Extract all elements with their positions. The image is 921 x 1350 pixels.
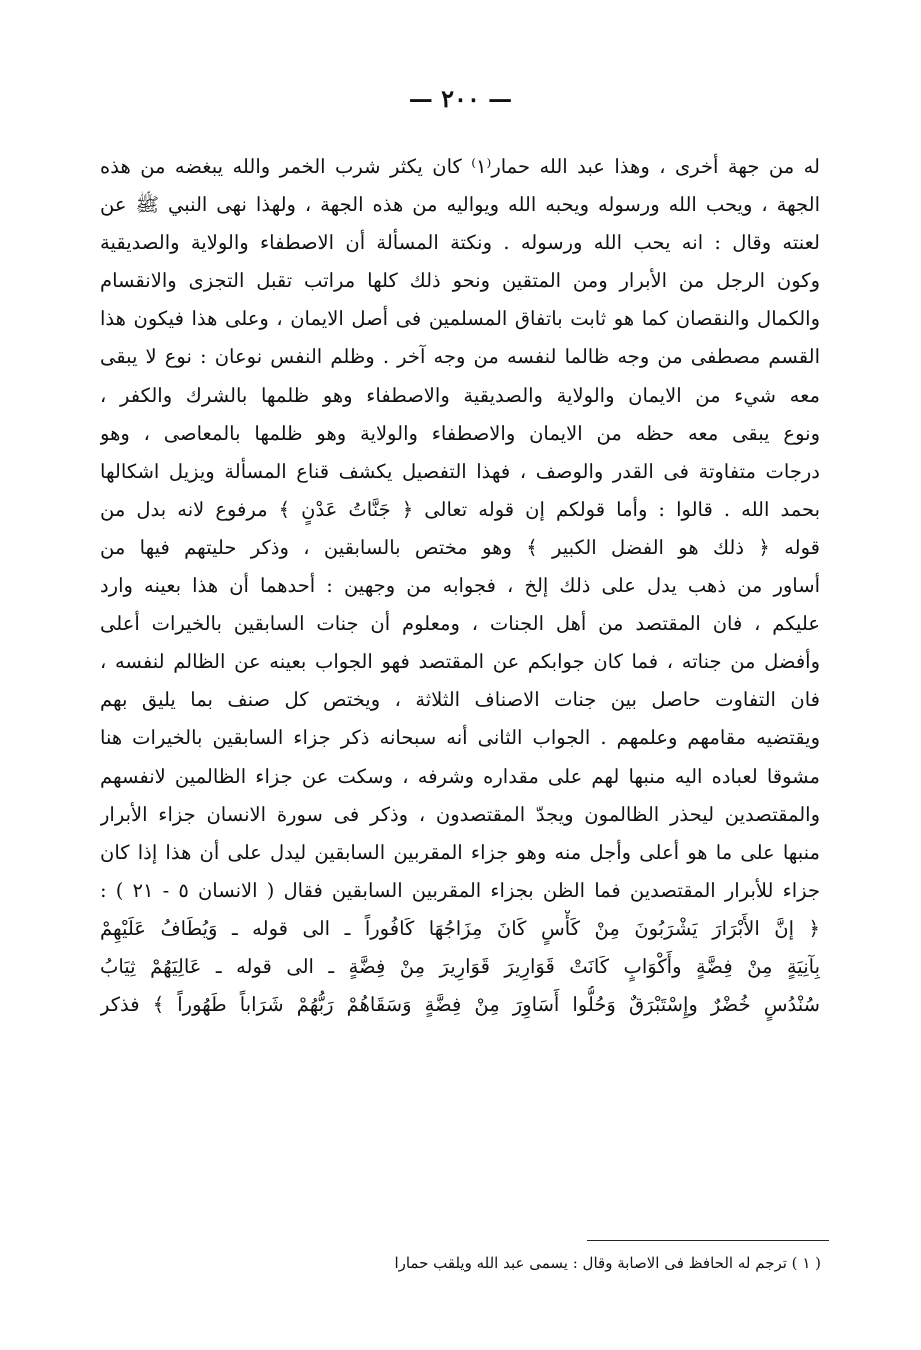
text-line: فان التفاوت حاصل بين جنات الاصناف الثلاثة ، ويختص كل صنف بما يليق بهم: [100, 688, 820, 712]
text-line: الجهة ، ويحب الله ورسوله ويحبه الله ويواليه من هذه الجهة ، ولهذا نهى النبي ﷺ عن: [100, 193, 820, 217]
text-line: مشوقا لعباده اليه منبها لهم على مقداره وشرفه ، وسكت عن جزاء الظالمين لانفسهم: [100, 764, 820, 788]
text-line: درجات متفاوتة فى القدر والوصف ، فهذا التفصيل يكشف قناع المسألة ويزيل اشكالها: [100, 459, 820, 483]
text-line: منبها على ما هو أعلى وأجل منه وهو جزاء المقربين السابقين ليدل على أن هذا إذا كان: [100, 840, 820, 864]
text-line: لعنته وقال : انه يحب الله ورسوله . ونكتة المسألة أن الاصطفاء والولاية والصديقية: [100, 231, 820, 255]
text-line: بحمد الله . قالوا : وأما قولكم إن قوله تعالى ﴿ جَنَّاتُ عَدْنٍ ﴾ مرفوع لانه بدل من: [100, 497, 820, 521]
quran-verse-line: سُنْدُسٍ خُضْرٌ وإِسْتَبْرَقٌ وَحُلُّوا أَسَاوِرَ مِنْ فِضَّةٍ وَسَقَاهُمْ رَبُّهُمْ شَرَاباً طَهُوراً ﴾ فذكر: [100, 993, 820, 1017]
text-line: قوله ﴿ ذلك هو الفضل الكبير ﴾ وهو مختص بالسابقين ، وذكر حليتهم فيها من: [100, 535, 820, 559]
text-line: وأفضل من جناته ، فما كان جوابكم عن المقتصد فهو الجواب بعينه عن الظالم لنفسه ،: [100, 650, 820, 674]
quran-verse-line: بِآنِيَةٍ مِنْ فِضَّةٍ وأَكْوَابٍ كَانَتْ قَوَارِيرَ قَوَارِيرَ مِنْ فِضَّةٍ ـ الى قوله ـ عَالِيَهُمْ ثِيَابُ: [100, 954, 820, 978]
text-line: وكون الرجل من الأبرار ومن المتقين ونحو ذلك كلها مراتب تقبل التجزى والانقسام: [100, 269, 820, 293]
text-line: معه شيء من الايمان والولاية والصديقية والاصطفاء وهو ظلمها بالشرك والكفر ،: [100, 383, 820, 407]
footnote-divider: [587, 1240, 829, 1241]
text-line: القسم مصطفى من وجه ظالما لنفسه من وجه آخر . وظلم النفس نوعان : نوع لا يبقى: [100, 345, 820, 369]
main-text: [100, 148, 820, 1024]
quran-verse-line: ﴿ إنَّ الأَبْرَارَ يَشْرَبُونَ مِنْ كَأْسٍ كَانَ مِزَاجُهَا كَافُوراً ـ الى قوله ـ وَيُطَافُ عَلَيْهِمْ: [100, 916, 820, 940]
text-line: أساور من ذهب يدل على ذلك إلخ ، فجوابه من وجهين : أحدهما أن هذا بعينه وارد: [100, 574, 820, 598]
text-line: جزاء للأبرار المقتصدين فما الظن بجزاء المقربين السابقين فقال ( الانسان ٥ - ٢١ ) :: [100, 878, 820, 902]
footnote: ( ١ ) ترجم له الحافظ فى الاصابة وقال : يسمى عبد الله ويلقب حمارا: [394, 1254, 821, 1272]
text-line: والمقتصدين ليحذر الظالمون ويجدّ المقتصدون ، وذكر فى سورة الانسان جزاء الأبرار: [100, 802, 820, 826]
text-line: له من جهة أخرى ، وهذا عبد الله حمار⁽١⁾ كان يكثر شرب الخمر والله يبغضه من هذه: [100, 155, 820, 178]
text-line: ونوع يبقى معه حظه من الايمان والاصطفاء والولاية وهو ظلمها بالمعاصى ، وهو: [100, 421, 820, 445]
page-number: — ٢٠٠ —: [408, 84, 513, 113]
text-line: ويقتضيه مقامهم وعلمهم . الجواب الثانى أنه سبحانه ذكر جزاء السابقين بالخيرات هنا: [100, 726, 820, 750]
text-line: والكمال والنقصان كما هو ثابت باتفاق المسلمين فى أصل الايمان ، وعلى هذا فيكون هذا: [100, 307, 820, 331]
text-line: عليكم ، فان المقتصد من أهل الجنات ، ومعلوم أن جنات السابقين بالخيرات أعلى: [100, 612, 820, 636]
